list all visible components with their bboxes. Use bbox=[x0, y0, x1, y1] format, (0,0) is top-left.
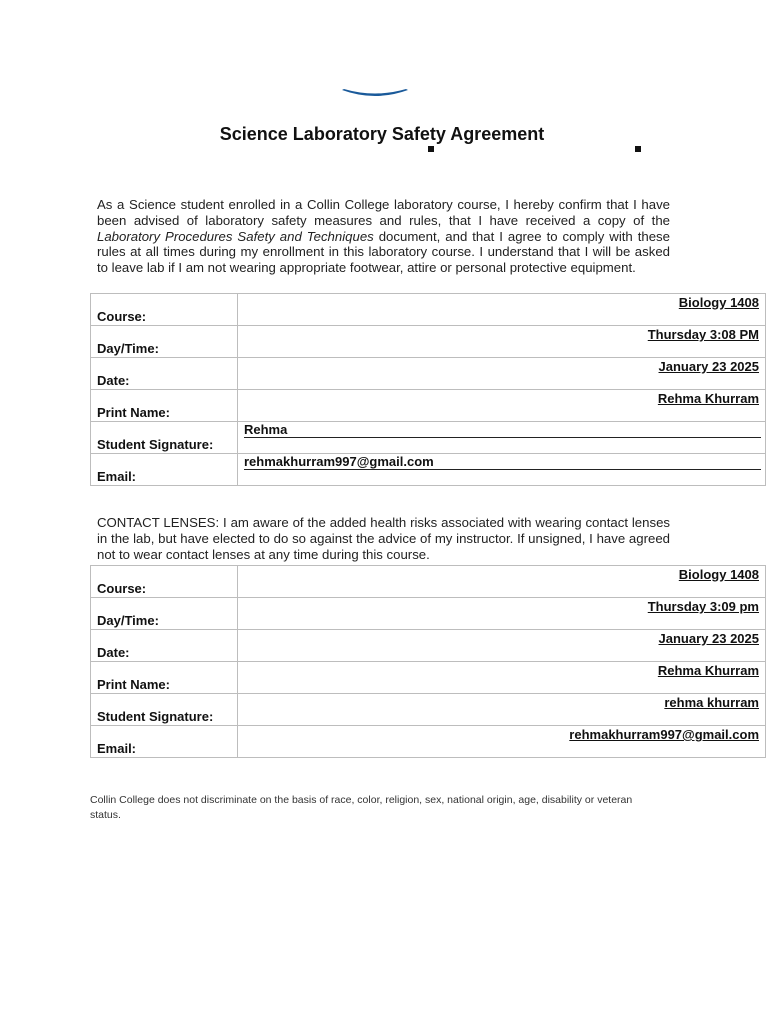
date-label: Date: bbox=[97, 645, 130, 660]
print-name-label: Print Name: bbox=[97, 405, 170, 420]
agreement-info-table bbox=[90, 293, 766, 486]
course-label: Course: bbox=[97, 581, 147, 596]
daytime-label: Day/Time: bbox=[97, 341, 159, 356]
course-field[interactable]: Biology 1408 bbox=[678, 567, 759, 582]
date-label: Date: bbox=[97, 373, 130, 388]
table-row bbox=[91, 326, 766, 358]
contact-lenses-paragraph: CONTACT LENSES: I am aware of the added health risks associated with wearing contact lenses in the lab, but have elected to do so against the advice of my instructor. If unsigned, I have agreed not to wear contact lenses at any time during this course. bbox=[97, 515, 670, 562]
daytime-label: Day/Time: bbox=[97, 613, 159, 628]
table-row bbox=[91, 358, 766, 390]
table-row bbox=[91, 566, 766, 598]
daytime-field[interactable]: Thursday 3:08 PM bbox=[647, 327, 759, 342]
daytime-field[interactable]: Thursday 3:09 pm bbox=[647, 599, 759, 614]
table-row bbox=[91, 598, 766, 630]
signature-label: Student Signature: bbox=[97, 437, 214, 452]
table-row bbox=[91, 390, 766, 422]
table-row bbox=[91, 662, 766, 694]
date-field[interactable]: January 23 2025 bbox=[658, 631, 759, 646]
course-label: Course: bbox=[97, 309, 147, 324]
table-row bbox=[91, 694, 766, 726]
print-name-field[interactable]: Rehma Khurram bbox=[657, 391, 759, 406]
signature-field[interactable]: Rehma bbox=[244, 423, 761, 438]
print-name-field[interactable]: Rehma Khurram bbox=[657, 663, 759, 678]
signature-field[interactable]: rehma khurram bbox=[664, 695, 759, 710]
table-row bbox=[91, 422, 766, 454]
signature-label: Student Signature: bbox=[97, 709, 214, 724]
table-row bbox=[91, 454, 766, 486]
email-label: Email: bbox=[97, 741, 137, 756]
bullet-mark bbox=[428, 146, 434, 152]
date-field[interactable]: January 23 2025 bbox=[658, 359, 759, 374]
nondiscrimination-footer: Collin College does not discriminate on the basis of race, color, religion, sex, national origin, age, disability or veteran status. bbox=[90, 794, 633, 821]
table-row bbox=[91, 294, 766, 326]
email-label: Email: bbox=[97, 469, 137, 484]
print-name-label: Print Name: bbox=[97, 677, 170, 692]
email-field[interactable]: rehmakhurram997@gmail.com bbox=[244, 455, 761, 470]
bullet-mark bbox=[635, 146, 641, 152]
contact-lenses-info-table bbox=[90, 565, 766, 758]
email-field[interactable]: rehmakhurram997@gmail.com bbox=[569, 727, 759, 742]
page-title: Science Laboratory Safety Agreement bbox=[219, 124, 545, 144]
course-field[interactable]: Biology 1408 bbox=[678, 295, 759, 310]
college-logo-arc bbox=[340, 88, 410, 98]
table-row bbox=[91, 726, 766, 758]
table-row bbox=[91, 630, 766, 662]
agreement-paragraph: As a Science student enrolled in a Collin College laboratory course, I hereby confirm that I have been advised of laboratory safety measures and rules, that I have received a copy of the Laboratory Procedures Safety and Techniques document, and that I agree to comply with these rules at all times during my enrollment in this laboratory course. I understand that I will be asked to leave lab if I am not wearing appropriate footwear, attire or personal protective equipment. bbox=[97, 197, 670, 276]
